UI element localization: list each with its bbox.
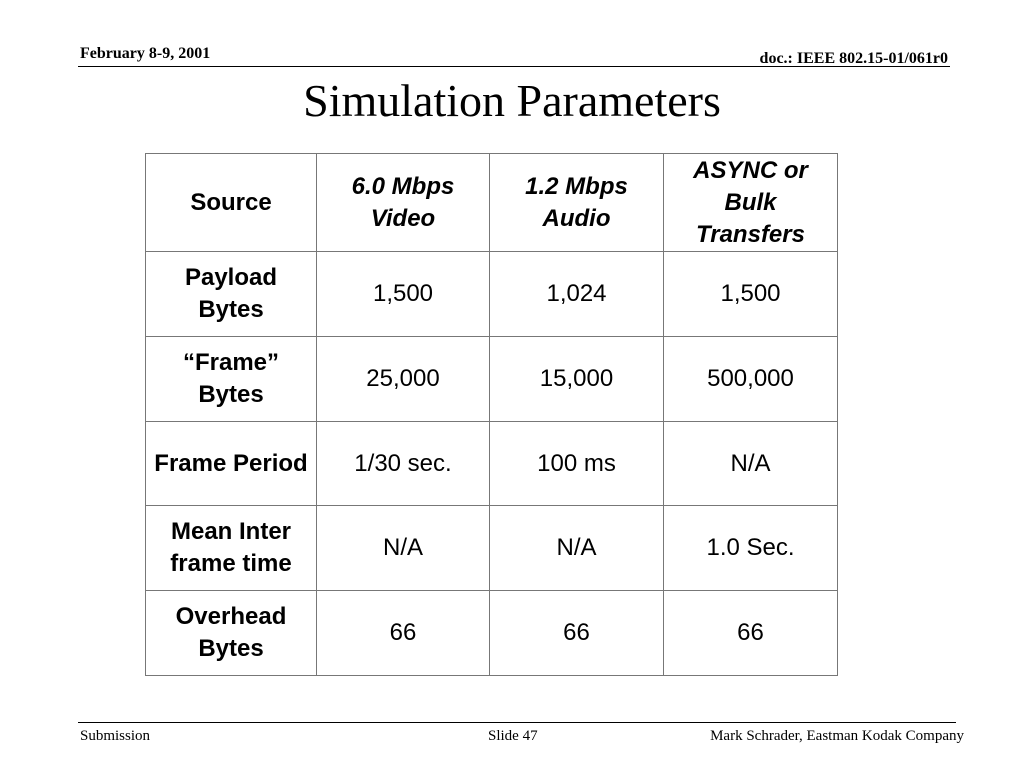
header-cell-source: Source [146,154,317,252]
table-cell: 500,000 [664,337,838,422]
table-cell: N/A [317,506,490,591]
table-row [146,252,838,337]
table-row [146,337,838,422]
table-row [146,591,838,676]
footer-submission: Submission [80,728,151,744]
header-date: February 8-9, 2001 [80,45,211,62]
footer-divider [78,722,956,723]
row-label: Mean Inter frame time [146,506,317,591]
table-cell: 66 [317,591,490,676]
table-cell: 25,000 [317,337,490,422]
footer-author: Mark Schrader, Eastman Kodak Company [710,728,964,744]
header-cell-async: ASYNC or Bulk Transfers [664,154,838,252]
table-cell: 66 [664,591,838,676]
table-cell: 1/30 sec. [317,422,490,506]
table-header-row [146,154,838,252]
table-cell: 15,000 [490,337,664,422]
header-cell-audio: 1.2 Mbps Audio [490,154,664,252]
header-doc-id: doc.: IEEE 802.15-01/061r0 [759,50,948,67]
table-cell: N/A [664,422,838,506]
table-row [146,506,838,591]
row-label: Overhead Bytes [146,591,317,676]
parameters-table [145,153,838,676]
table-cell: 66 [490,591,664,676]
header-cell-video: 6.0 Mbps Video [317,154,490,252]
table-cell: 1.0 Sec. [664,506,838,591]
slide-title: Simulation Parameters [303,75,721,126]
table-cell: 1,500 [317,252,490,337]
table-row [146,422,838,506]
table-cell: 1,024 [490,252,664,337]
header-divider [78,66,950,67]
row-label: “Frame” Bytes [146,337,317,422]
row-label: Frame Period [146,422,317,506]
table-cell: 1,500 [664,252,838,337]
table-cell: N/A [490,506,664,591]
table-cell: 100 ms [490,422,664,506]
row-label: Payload Bytes [146,252,317,337]
footer-slide-number: Slide 47 [488,728,538,744]
